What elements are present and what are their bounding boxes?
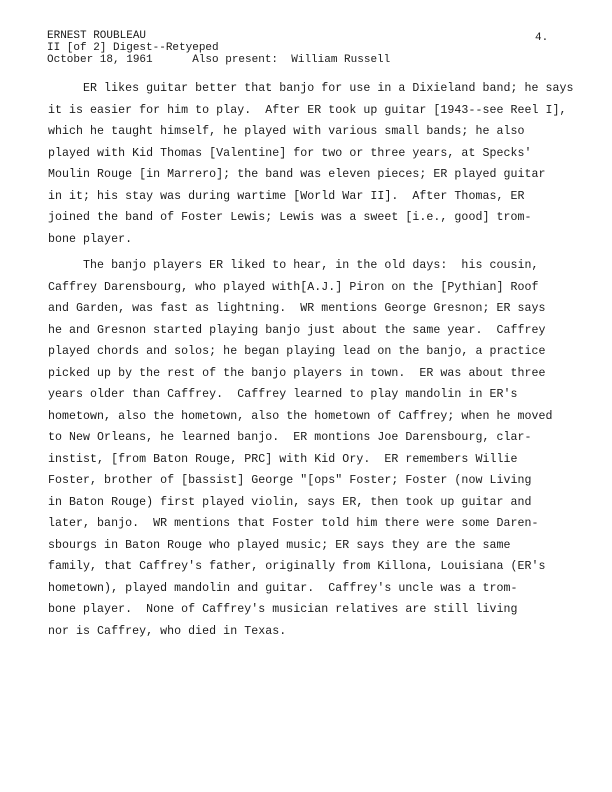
text-line: later, banjo. WR mentions that Foster told him there were some Daren- — [48, 517, 539, 530]
text-line: played chords and solos; he began playing lead on the banjo, a practice — [48, 345, 546, 358]
text-line: to New Orleans, he learned banjo. ER montions Joe Darensbourg, clar- — [48, 431, 532, 444]
text-line: picked up by the rest of the banjo players in town. ER was about three — [48, 366, 546, 380]
text-line: sbourgs in Baton Rouge who played music; ER says they are the same — [48, 538, 511, 552]
text-line: he and Gresnon started playing banjo just about the same year. Caffrey — [48, 323, 546, 337]
text-line: nor is Caffrey, who died in Texas. — [48, 624, 287, 638]
text-line: Caffrey Darensbourg, who played with[A.J.] Piron on the [Pythian] Roof — [48, 280, 539, 294]
text-line: it is easier for him to play. After ER took up guitar [1943--see Reel I], — [48, 103, 567, 117]
text-line: Foster, brother of [bassist] George "[ops" Foster; Foster (now Living — [48, 474, 532, 487]
text-line: Moulin Rouge [in Marrero]; the band was eleven pieces; ER played guitar — [48, 168, 546, 181]
page-number: 4. — [535, 32, 549, 44]
document-header — [47, 30, 390, 66]
text-line: in Baton Rouge) first played violin, says ER, then took up guitar and — [48, 495, 532, 509]
text-line: and Garden, was fast as lightning. WR mentions George Gresnon; ER says — [48, 302, 546, 315]
text-line: in it; his stay was during wartime [World War II]. After Thomas, ER — [48, 189, 525, 203]
text-line: joined the band of Foster Lewis; Lewis was a sweet [i.e., good] trom- — [48, 211, 532, 224]
text-line: hometown), played mandolin and guitar. Caffrey's uncle was a trom- — [48, 581, 518, 595]
header-reel: II [of 2] Digest--Retyeped — [47, 42, 219, 54]
text-line: The banjo players ER liked to hear, in the old days: his cousin, — [48, 259, 539, 272]
header-date: October 18, 1961 Also present: William Russell — [47, 54, 391, 66]
text-line: instist, [from Baton Rouge, PRC] with Kid Ory. ER remembers Willie — [48, 452, 518, 466]
text-line: ER likes guitar better that banjo for use in a Dixieland band; he says — [48, 82, 574, 95]
text-line: bone player. None of Caffrey's musician relatives are still living — [48, 603, 518, 616]
document-body — [48, 78, 588, 642]
text-line: hometown, also the hometown, also the hometown of Caffrey; when he moved — [48, 409, 553, 423]
text-line: which he taught himself, he played with various small bands; he also — [48, 125, 525, 138]
header-name: ERNEST ROUBLEAU — [47, 30, 147, 42]
text-line: played with Kid Thomas [Valentine] for two or three years, at Specks' — [48, 146, 532, 160]
text-line: years older than Caffrey. Caffrey learned to play mandolin in ER's — [48, 388, 518, 401]
text-line: family, that Caffrey's father, originally from Killona, Louisiana (ER's — [48, 560, 546, 573]
text-line: bone player. — [48, 232, 133, 246]
